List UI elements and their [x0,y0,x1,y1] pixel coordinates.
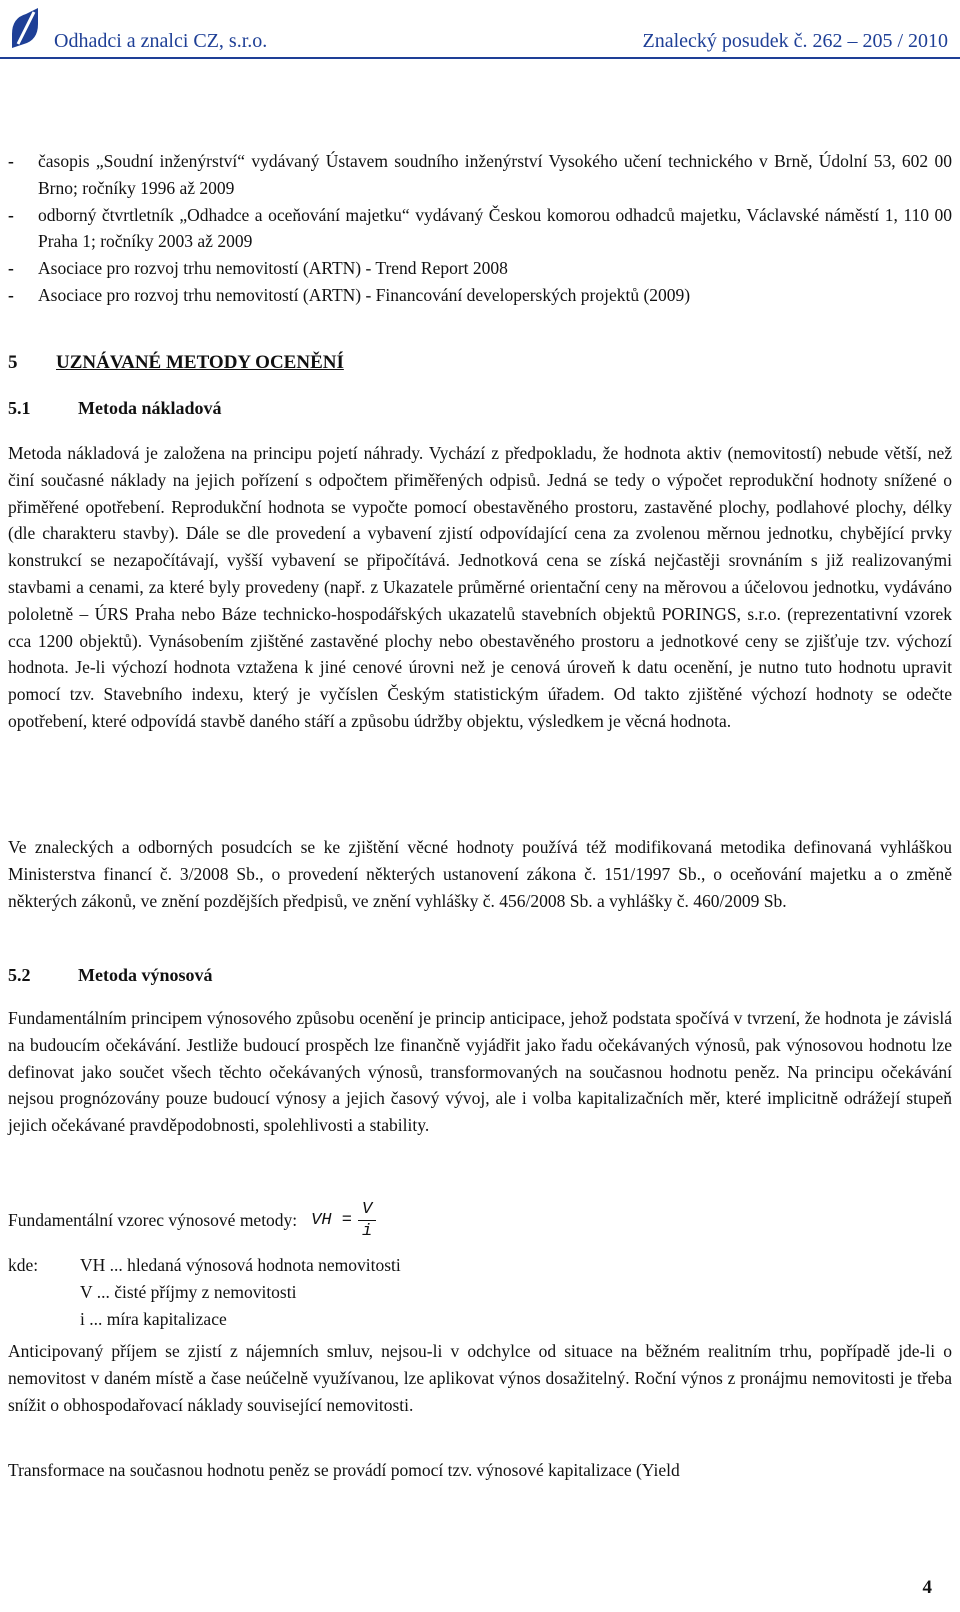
header-report-number: Znalecký posudek č. 262 – 205 / 2010 [642,30,948,52]
cost-method-paragraph: Metoda nákladová je založena na principu pojetí náhrady. Vychází z předpokladu, že hodnota aktiv (nemovitostí) nebude větší, než činí současné náklady na jejich pořízení s odpočtem přiměřených odpisů. Jedná se tedy o výpočet reprodukční hodnoty snížené o přiměřené opotřebení. Reprodukční hodnota se vypočte pomocí obestavěného prostoru, zastavěné plochy, podlahové plochy, délky (dle charakteru stavby). Dále se dle provedení a vybavení zjistí odpovídající cena za zvolenou měrnou jednotku, chybějící prvky konstrukcí se nezapočítávají, vyšší vybavení se připočítává. Jednotková cena se získá nejčastěji srovnáním s již realizovanými stavbami a cenami, za které byly provedeny (např. z Ukazatele průměrné orientační ceny na měrovou a účelovou jednotku, vydáváno pololetně – ÚRS Praha nebo Báze technicko-hospodářských ukazatelů stavebních objektů PORINGS, s.r.o. (reprezentativní vzorek cca 1200 objektů). Vynásobením zjištěné zastavěné plochy nebo obestavěného prostoru a jednotkové ceny se zjišťuje tzv. výchozí hodnota. Je-li výchozí hodnota vztažena k jiné cenové úrovni než je cenová úroveň k datu ocenění, je nutno tuto hodnotu upravit pomocí tzv. Stavebního indexu, který je vyčíslen Českým statistickým úřadem. Od takto zjištěné výchozí hodnoty se odečte opotřebení, které odpovídá stavbě daného stáří a způsobu údržby objektu, výsledkem je věcná hodnota. [8,443,952,731]
legend-item: i ... míra kapitalizace [80,1308,227,1329]
formula-denominator: i [358,1220,376,1241]
legend-item: V ... čisté příjmy z nemovitosti [80,1281,297,1302]
header-divider [0,57,960,59]
section-number: 5.1 [8,398,31,418]
section-5-1-heading [8,398,222,419]
formula [8,1200,376,1241]
section-number: 5 [8,352,18,373]
formula-lhs: VH = [311,1211,352,1230]
list-item: - odborný čtvrtletník „Odhadce a oceňování majetku“ vydávaný Českou komorou odhadců majetku, Václavské náměstí 1, 110 00 Praha 1; ročníky 2003 až 2009 [8,204,952,252]
transformation-paragraph: Transformace na současnou hodnotu peněz se provádí pomocí tzv. výnosové kapitalizace (Yield [8,1460,680,1480]
formula-fraction [358,1200,376,1241]
section-title: UZNÁVANÉ METODY OCENĚNÍ [56,352,344,373]
cost-method-legal-paragraph: Ve znaleckých a odborných posudcích se ke zjištění věcné hodnoty používá též modifikovaná metodika definovaná vyhláškou Ministerstva financí č. 3/2008 Sb., o provedení některých ustanovení zákona č. 151/1997 Sb., o oceňování majetku a o změně některých zákonů, ve znění pozdějších předpisů, ve znění vyhlášky č. 456/2008 Sb. a vyhlášky č. 460/2009 Sb. [8,837,952,911]
list-item: - Asociace pro rozvoj trhu nemovitostí (ARTN) - Financování developerských projektů (2009) [8,284,691,305]
list-item: - časopis „Soudní inženýrství“ vydávaný Ústavem soudního inženýrství Vysokého učení technického v Brně, Údolní 53, 602 00 Brno; ročníky 1996 až 2009 [8,151,952,198]
source-list [8,148,952,309]
page-header [0,0,960,58]
formula-label: Fundamentální vzorec výnosové metody: [8,1210,298,1230]
section-title: Metoda nákladová [78,398,222,418]
section-number: 5.2 [8,965,31,985]
formula-numerator: V [361,1200,373,1219]
income-method-paragraph: Fundamentálním principem výnosového způsobu ocenění je princip anticipace, jehož podstata spočívá v tvrzení, že hodnota je závislá na budoucím očekávání. Jestliže budoucí prospěch lze finančně vyjádřit jako řadu očekávaných výnosů, pak výnosovou hodnotu lze definovat jako součet všech těchto očekávaných výnosů, transformovaných na současnou hodnotu peněz. Na principu očekávání nejsou prognózovány pouze budoucí výnosy a jejich časový vývoj, ale i volba kapitalizačních měr, které implicitně odrážejí stupeň jejich očekávané pravděpodobnosti, spolehlivosti a stability. [8,1008,952,1136]
company-logo-icon [8,4,44,52]
section-title: Metoda výnosová [78,965,213,985]
legend-item: VH ... hledaná výnosová hodnota nemovitosti [80,1255,401,1275]
list-item: - Asociace pro rozvoj trhu nemovitostí (ARTN) - Trend Report 2008 [8,258,508,279]
header-company-name: Odhadci a znalci CZ, s.r.o. [54,30,268,52]
variable-legend [8,1252,401,1332]
anticipated-income-paragraph: Anticipovaný příjem se zjistí z nájemních smluv, nejsou-li v odchylce od situace na běžném realitním trhu, popřípadě jde-li o nemovitost v daném místě a čase neúčelně využívanou, lze aplikovat výnos dosažitelný. Roční výnos z pronájmu nemovitosti je třeba snížit o obhospodařovací náklady související nemovitosti. [8,1341,952,1415]
legend-label: kde: [8,1255,39,1275]
section-5-heading [8,352,344,374]
page-number: 4 [922,1577,932,1598]
section-5-2-heading [8,965,213,986]
